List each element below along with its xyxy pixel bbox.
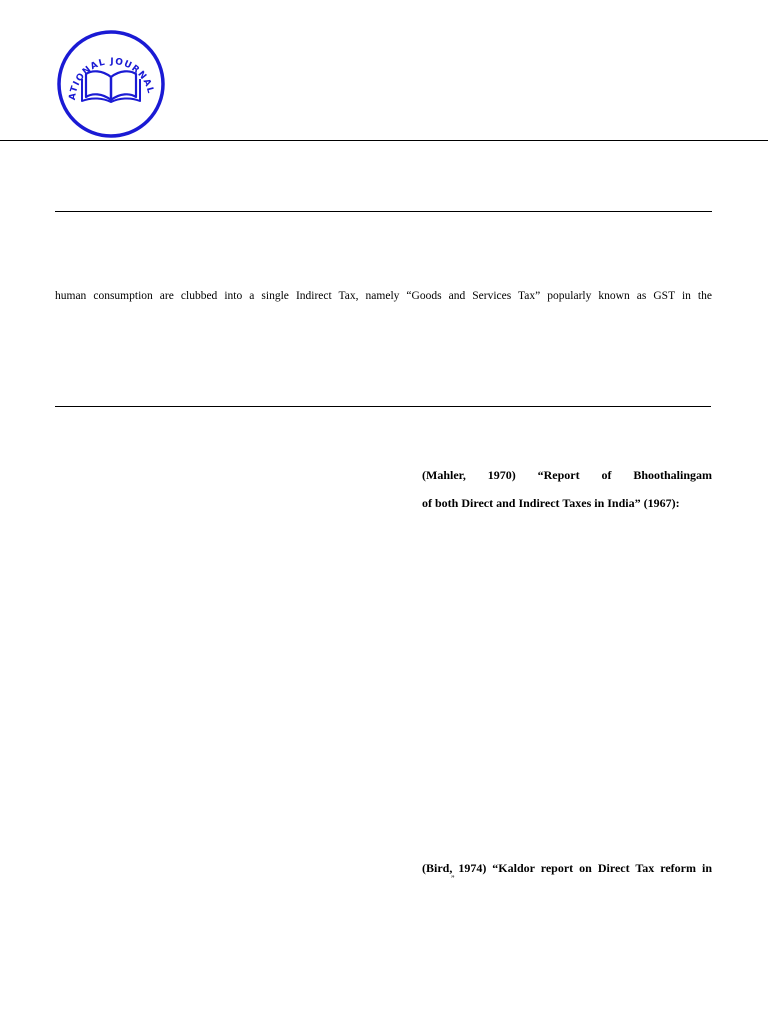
reference-line: (Bird, 1974) “Kaldor report on Direct Tax reform in (422, 861, 712, 875)
section-divider (55, 211, 712, 212)
section-divider (55, 406, 711, 407)
paragraph-line: human consumption are clubbed into a single Indirect Tax, namely “Goods and Services Tax” popularly known as GST in the (55, 290, 712, 302)
open-book-icon (82, 71, 140, 102)
reference-line: (Mahler, 1970) “Report of Bhoothalingam (422, 468, 712, 482)
stray-quote-mark: ” (451, 874, 455, 883)
journal-logo (54, 30, 168, 138)
reference-line: of both Direct and Indirect Taxes in India” (1967): (422, 496, 680, 510)
journal-seal-icon (54, 30, 168, 138)
header-divider (0, 140, 768, 141)
seal-text: ATIONAL JOURNAL (67, 56, 156, 101)
